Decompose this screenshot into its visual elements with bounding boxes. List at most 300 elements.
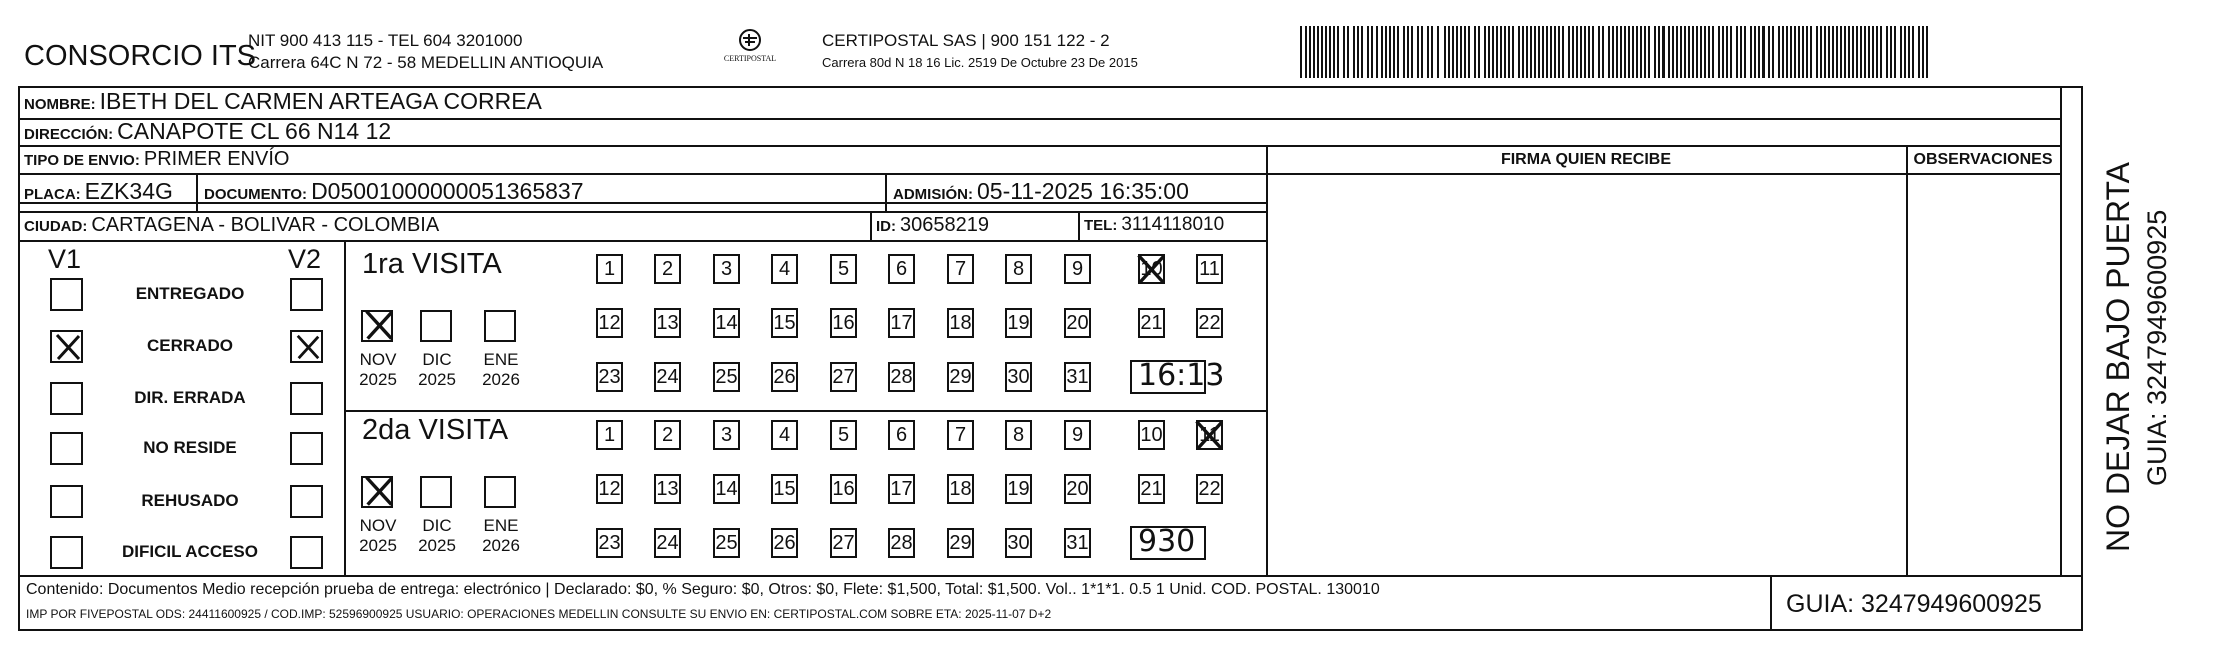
v1-checkbox[interactable] bbox=[50, 330, 83, 363]
day-box[interactable]: 1 bbox=[596, 420, 623, 450]
admission-label: ADMISIÓN: bbox=[893, 186, 973, 203]
barcode-bar bbox=[1786, 26, 1788, 78]
day-box[interactable]: 30 bbox=[1005, 362, 1032, 392]
v2-checkbox[interactable] bbox=[290, 382, 323, 415]
tel-value: 3114118010 bbox=[1121, 214, 1225, 235]
barcode-bar bbox=[1337, 26, 1339, 78]
admission-row bbox=[893, 178, 1189, 205]
v1-checkbox[interactable] bbox=[50, 278, 83, 311]
day-box[interactable]: 8 bbox=[1005, 254, 1032, 284]
barcode-bar bbox=[1624, 26, 1626, 78]
month-label: ENE 2026 bbox=[482, 516, 520, 555]
barcode-bar bbox=[1820, 26, 1822, 78]
barcode-bar bbox=[1456, 26, 1458, 78]
barcode-bar bbox=[1662, 26, 1665, 78]
barcode-bar bbox=[1644, 26, 1646, 78]
day-box[interactable]: 21 bbox=[1138, 474, 1165, 504]
day-box[interactable]: 17 bbox=[888, 474, 915, 504]
day-box[interactable]: 7 bbox=[947, 254, 974, 284]
barcode-bar bbox=[1572, 26, 1574, 78]
rule bbox=[18, 575, 2083, 577]
barcode-bar bbox=[1542, 26, 1544, 78]
barcode-bar bbox=[1550, 26, 1552, 78]
barcode-bar bbox=[1918, 26, 1920, 78]
status-option-label: NO RESIDE bbox=[143, 438, 237, 457]
day-box[interactable]: 15 bbox=[771, 474, 798, 504]
barcode-bar bbox=[1750, 26, 1752, 78]
barcode-bar bbox=[1411, 26, 1413, 78]
barcode-bar bbox=[1305, 26, 1307, 78]
sender-info bbox=[248, 30, 603, 74]
day-box[interactable]: 9 bbox=[1064, 420, 1091, 450]
day-box[interactable]: 26 bbox=[771, 362, 798, 392]
barcode-bar bbox=[1492, 26, 1494, 78]
name-row bbox=[24, 88, 542, 115]
barcode-bar bbox=[1474, 26, 1476, 78]
barcode-bar bbox=[1832, 26, 1834, 78]
barcode-bar bbox=[1592, 26, 1594, 78]
day-box[interactable]: 30 bbox=[1005, 528, 1032, 558]
barcode-bar bbox=[1668, 26, 1670, 78]
rule bbox=[885, 173, 887, 211]
tel-row bbox=[1084, 214, 1224, 236]
barcode-bar bbox=[1726, 26, 1728, 78]
day-box[interactable]: 2 bbox=[654, 420, 681, 450]
barcode-bar bbox=[1343, 26, 1345, 78]
status-option-label: REHUSADO bbox=[141, 491, 239, 510]
barcode-bar bbox=[1538, 26, 1540, 78]
day-box[interactable]: 19 bbox=[1005, 308, 1032, 338]
barcode-bar bbox=[1654, 26, 1656, 78]
sender-address: Carrera 64C N 72 - 58 MEDELLIN ANTIOQUIA bbox=[248, 53, 604, 72]
rule bbox=[2060, 86, 2062, 575]
day-box[interactable]: 22 bbox=[1196, 308, 1223, 338]
day-box[interactable]: 27 bbox=[830, 362, 857, 392]
barcode-bar bbox=[1880, 26, 1882, 78]
barcode-bar bbox=[1317, 26, 1319, 78]
barcode-bar bbox=[1554, 26, 1556, 78]
rule bbox=[870, 211, 872, 240]
day-box[interactable]: 27 bbox=[830, 528, 857, 558]
barcode-bar bbox=[1704, 26, 1706, 78]
barcode-bar bbox=[1381, 26, 1383, 78]
day-box[interactable]: 26 bbox=[771, 528, 798, 558]
month-checkbox[interactable] bbox=[484, 310, 516, 342]
carrier-logo bbox=[720, 28, 780, 63]
month-label: ENE 2026 bbox=[482, 350, 520, 389]
day-box[interactable]: 29 bbox=[947, 528, 974, 558]
day-box[interactable]: 14 bbox=[713, 308, 740, 338]
barcode-bar bbox=[1588, 26, 1590, 78]
barcode-bar bbox=[1584, 26, 1586, 78]
month-label: NOV 2025 bbox=[359, 350, 397, 389]
rule bbox=[18, 145, 2060, 147]
barcode-bar bbox=[1478, 26, 1480, 78]
recipient-name: IBETH DEL CARMEN ARTEAGA CORREA bbox=[99, 88, 542, 114]
barcode-bar bbox=[1794, 26, 1796, 78]
barcode-bar bbox=[1357, 26, 1359, 78]
barcode-bar bbox=[1484, 26, 1486, 78]
day-box[interactable]: 24 bbox=[654, 528, 681, 558]
barcode-bar bbox=[1908, 26, 1910, 78]
barcode-bar bbox=[1696, 26, 1698, 78]
status-option-label: CERRADO bbox=[147, 336, 233, 355]
status-option-label: DIFICIL ACCESO bbox=[121, 542, 258, 561]
side-guia: GUIA: 3247949600925 bbox=[2142, 209, 2172, 486]
day-box[interactable]: 4 bbox=[771, 254, 798, 284]
tel-label: TEL: bbox=[1084, 217, 1118, 234]
barcode-bar bbox=[1612, 26, 1614, 78]
rule bbox=[1770, 575, 1772, 631]
barcode-bar bbox=[1389, 26, 1391, 78]
barcode-bar bbox=[1692, 26, 1694, 78]
day-box[interactable]: 24 bbox=[654, 362, 681, 392]
day-box[interactable]: 16 bbox=[830, 474, 857, 504]
barcode-bar bbox=[1431, 26, 1433, 78]
barcode-bar bbox=[1632, 26, 1634, 78]
v2-header: V2 bbox=[288, 244, 322, 274]
barcode-bar bbox=[1718, 26, 1720, 78]
barcode-bar bbox=[1437, 26, 1439, 78]
barcode-bar bbox=[1512, 26, 1514, 78]
barcode-bar bbox=[1636, 26, 1638, 78]
barcode-bar bbox=[1844, 26, 1846, 78]
barcode-bar bbox=[1496, 26, 1498, 78]
day-box[interactable]: 9 bbox=[1064, 254, 1091, 284]
day-box[interactable]: 31 bbox=[1064, 528, 1091, 558]
barcode-bar bbox=[1900, 26, 1902, 78]
day-box[interactable]: 6 bbox=[888, 254, 915, 284]
barcode-bar bbox=[1816, 26, 1818, 78]
barcode-bar bbox=[1926, 26, 1928, 78]
month-checkbox[interactable] bbox=[420, 476, 452, 508]
barcode-bar bbox=[1836, 26, 1838, 78]
rule bbox=[1078, 211, 1080, 240]
barcode-bar bbox=[1534, 26, 1536, 78]
v1-checkbox[interactable] bbox=[50, 382, 83, 415]
barcode-bar bbox=[1546, 26, 1548, 78]
month-checkbox[interactable] bbox=[484, 476, 516, 508]
certipostal-logo-icon bbox=[735, 28, 765, 54]
barcode-bar bbox=[1385, 26, 1387, 78]
barcode-bar bbox=[1708, 26, 1710, 78]
day-box[interactable]: 3 bbox=[713, 254, 740, 284]
v1-checkbox[interactable] bbox=[50, 432, 83, 465]
barcode-bar bbox=[1754, 26, 1756, 78]
barcode-bar bbox=[1824, 26, 1826, 78]
day-box[interactable]: 12 bbox=[596, 474, 623, 504]
barcode-bar bbox=[1658, 26, 1660, 78]
month-label: NOV 2025 bbox=[359, 516, 397, 555]
day-box[interactable]: 11 bbox=[1196, 420, 1223, 450]
barcode-bar bbox=[1904, 26, 1906, 78]
footer-guia: GUIA: 3247949600925 bbox=[1786, 590, 2042, 618]
barcode-bar bbox=[1864, 26, 1866, 78]
day-box[interactable]: 11 bbox=[1196, 254, 1223, 284]
barcode-bar bbox=[1890, 26, 1892, 78]
barcode-bar bbox=[1452, 26, 1454, 78]
barcode-bar bbox=[1488, 26, 1490, 78]
recipient-address: CANAPOTE CL 66 N14 12 bbox=[117, 118, 392, 144]
barcode-bar bbox=[1347, 26, 1349, 78]
barcode-bar bbox=[1700, 26, 1702, 78]
barcode-bar bbox=[1876, 26, 1878, 78]
barcode-bar bbox=[1371, 26, 1373, 78]
v2-checkbox[interactable] bbox=[290, 330, 323, 363]
day-box[interactable]: 8 bbox=[1005, 420, 1032, 450]
day-box[interactable]: 23 bbox=[596, 528, 623, 558]
rule bbox=[344, 410, 1266, 412]
barcode-bar bbox=[1828, 26, 1830, 78]
barcode-bar bbox=[1620, 26, 1622, 78]
month-checkbox[interactable] bbox=[361, 476, 393, 508]
barcode-bar bbox=[1325, 26, 1327, 78]
barcode-bar bbox=[1562, 26, 1564, 78]
barcode-bar bbox=[1522, 26, 1524, 78]
v1-header: V1 bbox=[48, 244, 82, 274]
barcode-bar bbox=[1403, 26, 1405, 78]
day-box[interactable]: 12 bbox=[596, 308, 623, 338]
day-box[interactable]: 19 bbox=[1005, 474, 1032, 504]
barcode-bar bbox=[1886, 26, 1888, 78]
barcode-bar bbox=[1840, 26, 1842, 78]
barcode-bar bbox=[1602, 26, 1604, 78]
barcode-bar bbox=[1568, 26, 1570, 78]
barcode-bar bbox=[1740, 26, 1742, 78]
barcode-bar bbox=[1576, 26, 1578, 78]
day-box[interactable]: 17 bbox=[888, 308, 915, 338]
day-box[interactable]: 13 bbox=[654, 474, 681, 504]
month-label: DIC 2025 bbox=[418, 350, 456, 389]
day-box[interactable]: 1 bbox=[596, 254, 623, 284]
status-option-label: DIR. ERRADA bbox=[134, 388, 246, 407]
barcode-bar bbox=[1648, 26, 1650, 78]
day-box[interactable]: 16 bbox=[830, 308, 857, 338]
day-box[interactable]: 20 bbox=[1064, 308, 1091, 338]
barcode-bar bbox=[1616, 26, 1618, 78]
month-checkbox[interactable] bbox=[420, 310, 452, 342]
barcode-bar bbox=[1758, 26, 1760, 78]
carrier-name: CERTIPOSTAL SAS | 900 151 122 - 2 bbox=[822, 31, 1110, 50]
day-box[interactable]: 4 bbox=[771, 420, 798, 450]
barcode-bar bbox=[1376, 26, 1378, 78]
shipment-type-row bbox=[24, 148, 289, 171]
carrier-info bbox=[822, 30, 1138, 74]
rule bbox=[344, 240, 346, 575]
barcode-bar bbox=[1688, 26, 1690, 78]
day-box[interactable]: 3 bbox=[713, 420, 740, 450]
day-box[interactable]: 15 bbox=[771, 308, 798, 338]
barcode-bar bbox=[1393, 26, 1395, 78]
day-box[interactable]: 5 bbox=[830, 420, 857, 450]
barcode-bar bbox=[1790, 26, 1792, 78]
side-warning: NO DEJAR BAJO PUERTA bbox=[2100, 162, 2136, 552]
rule bbox=[18, 173, 2060, 175]
month-label: DIC 2025 bbox=[418, 516, 456, 555]
shipment-type: PRIMER ENVÍO bbox=[143, 148, 290, 170]
shipment-type-label: TIPO DE ENVIO: bbox=[24, 152, 140, 169]
sender-nit: NIT 900 413 115 - TEL 604 3201000 bbox=[248, 31, 523, 50]
plate-row bbox=[24, 178, 173, 205]
day-box[interactable]: 10 bbox=[1138, 420, 1165, 450]
barcode-bar bbox=[1810, 26, 1812, 78]
day-box[interactable]: 6 bbox=[888, 420, 915, 450]
barcode-bar bbox=[1872, 26, 1874, 78]
barcode-bar bbox=[1504, 26, 1506, 78]
v2-checkbox[interactable] bbox=[290, 536, 323, 569]
id-label: ID: bbox=[876, 218, 896, 235]
day-box[interactable]: 23 bbox=[596, 362, 623, 392]
rule bbox=[1266, 145, 1268, 575]
barcode-bar bbox=[1518, 26, 1520, 78]
barcode-bar bbox=[1778, 26, 1780, 78]
v2-checkbox[interactable] bbox=[290, 485, 323, 518]
barcode-bar bbox=[1598, 26, 1600, 78]
barcode-bar bbox=[1608, 26, 1610, 78]
v2-checkbox[interactable] bbox=[290, 278, 323, 311]
barcode-bar bbox=[1868, 26, 1870, 78]
barcode-bar bbox=[1526, 26, 1528, 78]
day-box[interactable]: 25 bbox=[713, 528, 740, 558]
city-label: CIUDAD: bbox=[24, 218, 88, 235]
barcode-bar bbox=[1468, 26, 1470, 78]
barcode-bar bbox=[1894, 26, 1896, 78]
barcode-bar bbox=[1772, 26, 1774, 78]
rule bbox=[1906, 145, 1908, 575]
plate-label: PLACA: bbox=[24, 186, 81, 203]
city-value: CARTAGENA - BOLIVAR - COLOMBIA bbox=[91, 214, 440, 236]
id-row bbox=[876, 214, 989, 237]
barcode-bar bbox=[1580, 26, 1582, 78]
day-box[interactable]: 2 bbox=[654, 254, 681, 284]
status-option-label: ENTREGADO bbox=[135, 284, 245, 303]
barcode-bar bbox=[1508, 26, 1510, 78]
day-box[interactable]: 7 bbox=[947, 420, 974, 450]
day-box[interactable]: 10 bbox=[1138, 254, 1165, 284]
barcode-bar bbox=[1860, 26, 1862, 78]
contents-info: Contenido: Documentos Medio recepción prueba de entrega: electrónico | Declarado: $0, % Seguro: $0, Otros: $0, Flete: $1,500, Total: $1,500. Vol.. 1*1*1. 0.5 1 Unid. COD. POSTAL. 130010 bbox=[26, 581, 1380, 598]
barcode-bar bbox=[1712, 26, 1714, 78]
carrier-address: Carrera 80d N 18 16 Lic. 2519 De Octubre 23 De 2015 bbox=[822, 55, 1138, 70]
barcode-bar bbox=[1321, 26, 1323, 78]
city-row bbox=[24, 214, 439, 237]
barcode-bar bbox=[1421, 26, 1423, 78]
barcode-bar bbox=[1530, 26, 1532, 78]
day-box[interactable]: 25 bbox=[713, 362, 740, 392]
document-row bbox=[204, 178, 584, 205]
handwritten-time: 930 bbox=[1138, 524, 1196, 559]
barcode-bar bbox=[1722, 26, 1724, 78]
address-row bbox=[24, 118, 391, 145]
month-checkbox[interactable] bbox=[361, 310, 393, 342]
print-info: IMP POR FIVEPOSTAL ODS: 24411600925 / COD.IMP: 52596900925 USUARIO: OPERACIONES MEDELLIN CONSULTE SU ENVIO EN: CERTIPOSTAL.COM SOBRE ETA: 2025-11-07 D+2 bbox=[26, 607, 1052, 621]
barcode-bar bbox=[1922, 26, 1924, 78]
handwritten-time: 16:13 bbox=[1138, 358, 1225, 393]
barcode-bar bbox=[1333, 26, 1335, 78]
barcode-bar bbox=[1676, 26, 1678, 78]
rule bbox=[196, 173, 198, 211]
barcode-bar bbox=[1802, 26, 1804, 78]
barcode-bar bbox=[1427, 26, 1429, 78]
day-box[interactable]: 28 bbox=[888, 362, 915, 392]
admission-value: 05-11-2025 16:35:00 bbox=[977, 178, 1189, 204]
carrier-logo-text: CERTIPOSTAL bbox=[723, 54, 777, 63]
v2-checkbox[interactable] bbox=[290, 432, 323, 465]
barcode-bar bbox=[1313, 26, 1315, 78]
document-label: DOCUMENTO: bbox=[204, 186, 308, 203]
barcode-bar bbox=[1407, 26, 1409, 78]
day-box[interactable]: 29 bbox=[947, 362, 974, 392]
barcode-bar bbox=[1361, 26, 1363, 78]
barcode-bar bbox=[1500, 26, 1502, 78]
barcode-bar bbox=[1628, 26, 1630, 78]
barcode-bar bbox=[1730, 26, 1732, 78]
address-label: DIRECCIÓN: bbox=[24, 126, 114, 143]
plate-value: EZK34G bbox=[84, 178, 173, 204]
barcode bbox=[1300, 26, 1930, 78]
sender-name: CONSORCIO ITS bbox=[24, 40, 257, 72]
barcode-bar bbox=[1744, 26, 1746, 78]
barcode-bar bbox=[1309, 26, 1311, 78]
day-box[interactable]: 14 bbox=[713, 474, 740, 504]
rule bbox=[18, 240, 1266, 242]
barcode-bar bbox=[1736, 26, 1738, 78]
barcode-bar bbox=[1848, 26, 1850, 78]
barcode-bar bbox=[1444, 26, 1446, 78]
day-box[interactable]: 18 bbox=[947, 474, 974, 504]
day-box[interactable]: 18 bbox=[947, 308, 974, 338]
day-box[interactable]: 22 bbox=[1196, 474, 1223, 504]
barcode-bar bbox=[1558, 26, 1560, 78]
barcode-bar bbox=[1782, 26, 1784, 78]
barcode-bar bbox=[1798, 26, 1800, 78]
day-box[interactable]: 13 bbox=[654, 308, 681, 338]
barcode-bar bbox=[1329, 26, 1331, 78]
barcode-bar bbox=[1852, 26, 1854, 78]
observations-column-header: OBSERVACIONES bbox=[1913, 151, 2053, 168]
day-box[interactable]: 31 bbox=[1064, 362, 1091, 392]
barcode-bar bbox=[1640, 26, 1642, 78]
barcode-bar bbox=[1856, 26, 1858, 78]
visit-title: 2da VISITA bbox=[362, 414, 509, 446]
barcode-bar bbox=[1367, 26, 1369, 78]
day-box[interactable]: 28 bbox=[888, 528, 915, 558]
barcode-bar bbox=[1448, 26, 1450, 78]
barcode-bar bbox=[1680, 26, 1682, 78]
barcode-bar bbox=[1912, 26, 1914, 78]
day-box[interactable]: 20 bbox=[1064, 474, 1091, 504]
barcode-bar bbox=[1353, 26, 1355, 78]
signature-column-header: FIRMA QUIEN RECIBE bbox=[1500, 151, 1672, 168]
id-value: 30658219 bbox=[900, 214, 989, 236]
barcode-bar bbox=[1806, 26, 1808, 78]
v1-checkbox[interactable] bbox=[50, 536, 83, 569]
barcode-bar bbox=[1762, 26, 1765, 78]
v1-checkbox[interactable] bbox=[50, 485, 83, 518]
barcode-bar bbox=[1300, 26, 1302, 78]
barcode-bar bbox=[1460, 26, 1462, 78]
barcode-bar bbox=[1684, 26, 1686, 78]
barcode-bar bbox=[1672, 26, 1674, 78]
document-value: D05001000000051365837 bbox=[311, 178, 584, 204]
name-label: NOMBRE: bbox=[24, 96, 96, 113]
day-box[interactable]: 5 bbox=[830, 254, 857, 284]
day-box[interactable]: 21 bbox=[1138, 308, 1165, 338]
visit-title: 1ra VISITA bbox=[362, 248, 502, 280]
barcode-bar bbox=[1417, 26, 1419, 78]
barcode-bar bbox=[1768, 26, 1770, 78]
barcode-bar bbox=[1397, 26, 1399, 78]
